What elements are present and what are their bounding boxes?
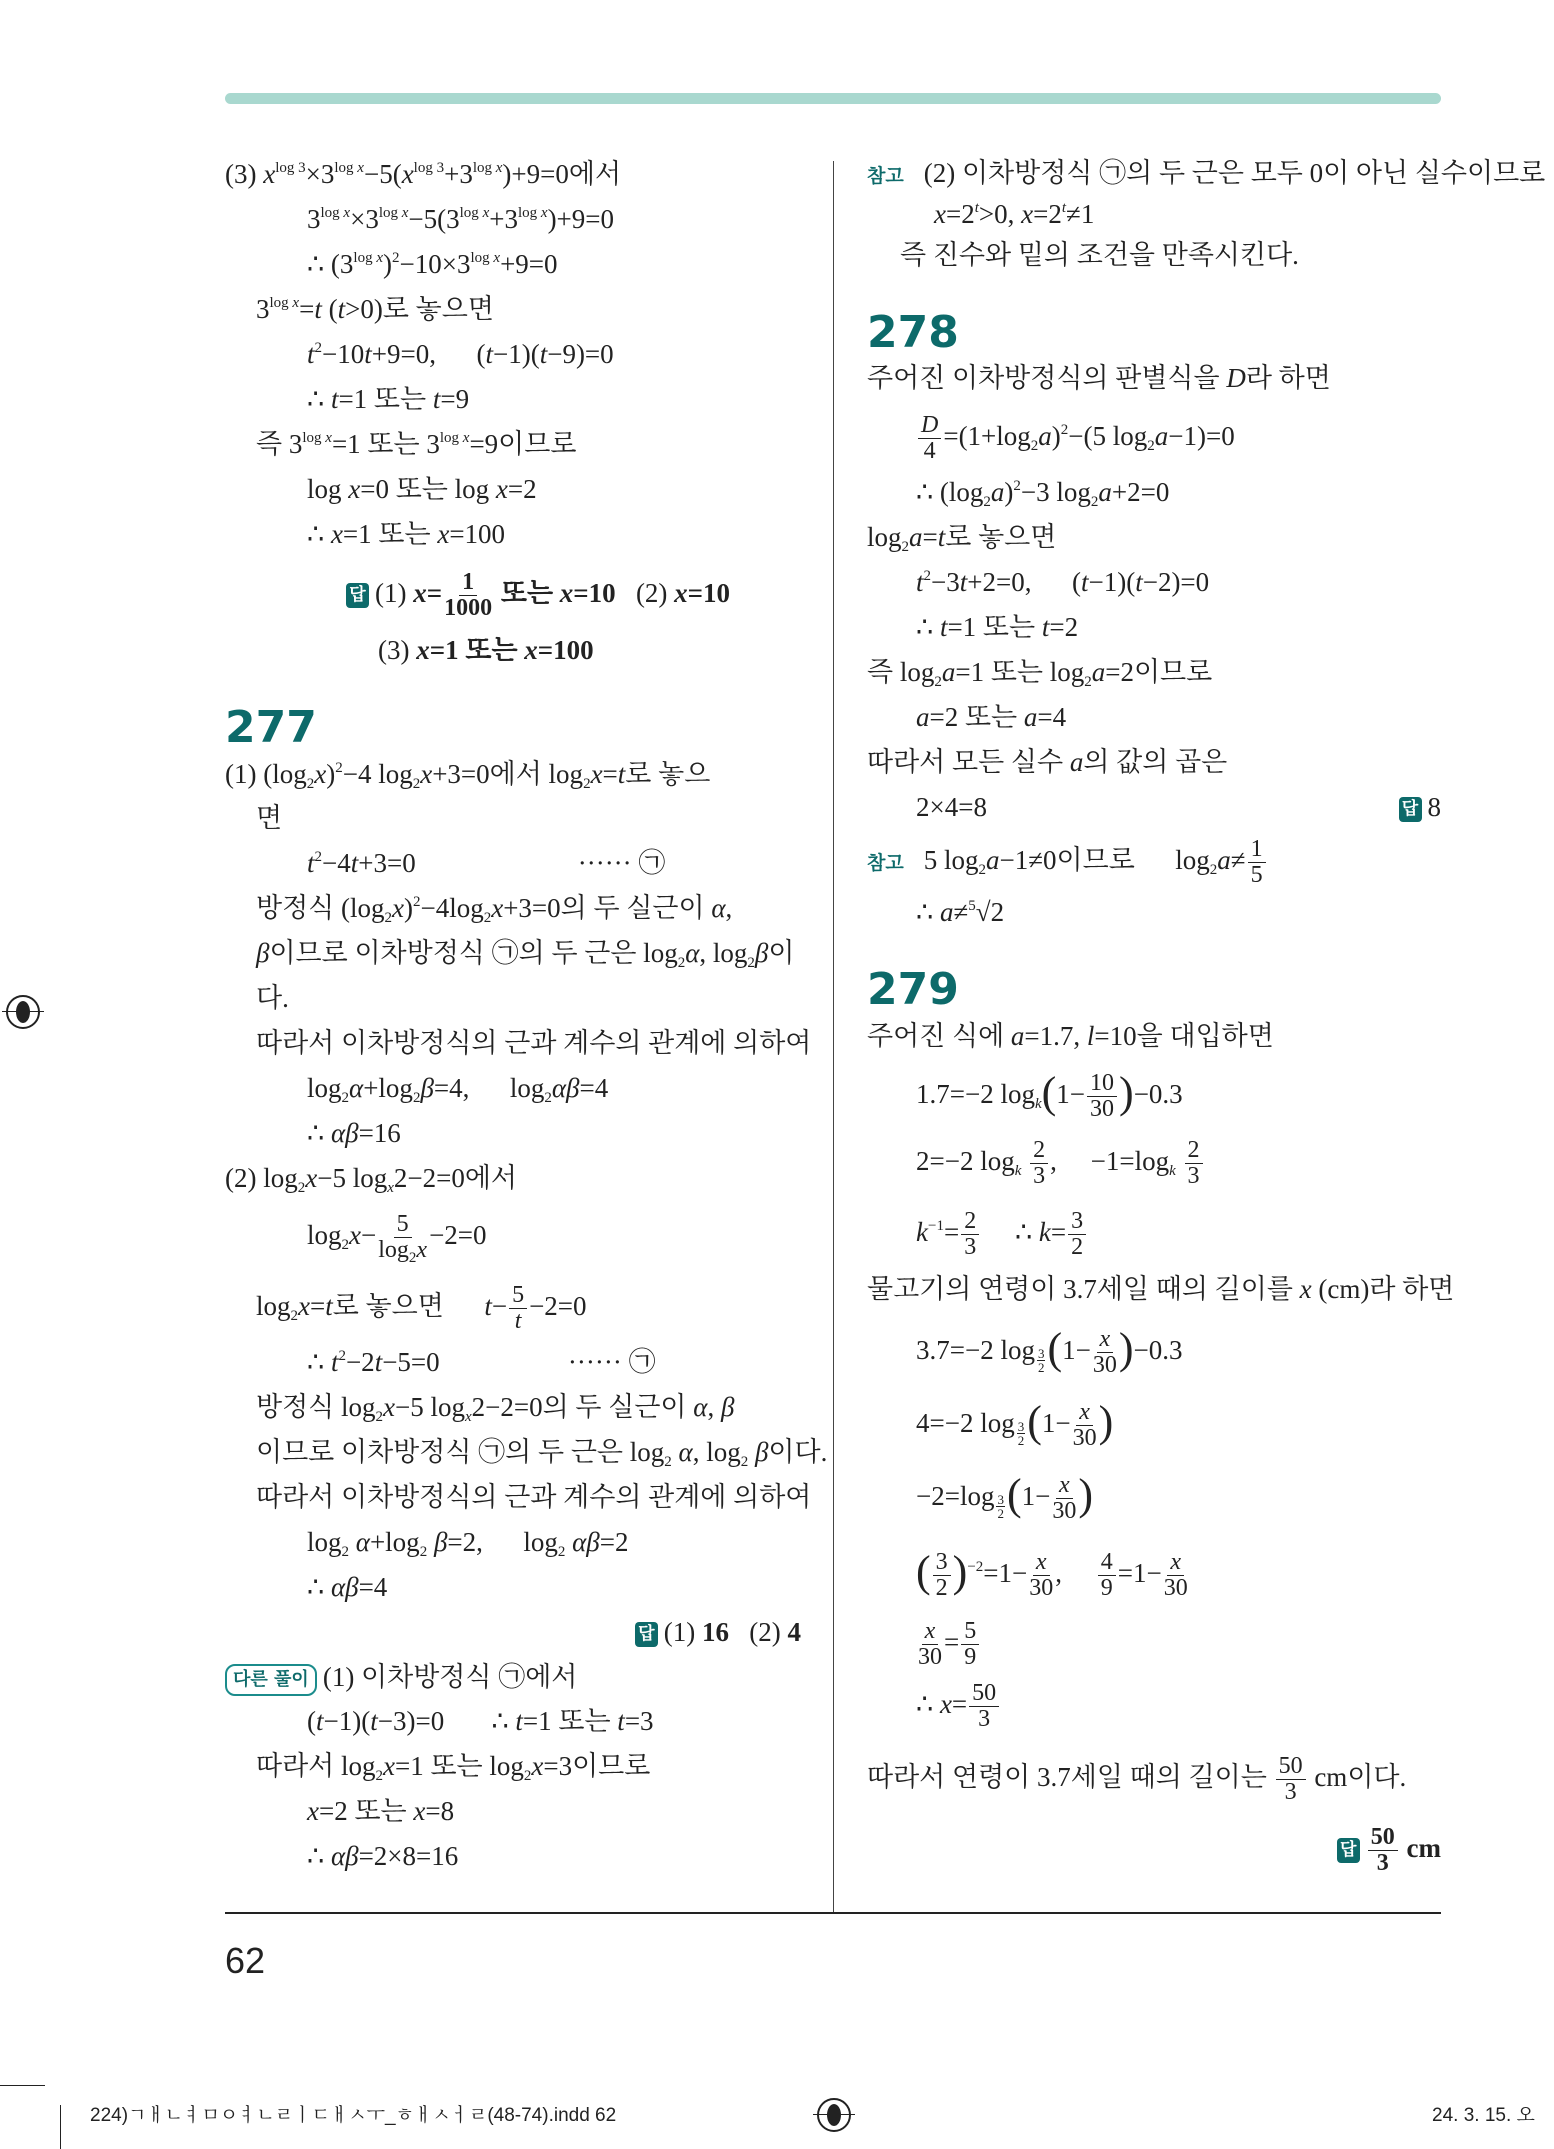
solution-line: (3) x=1 또는 x=100 — [378, 635, 594, 665]
solution-line: 4=−2 log $_{\frac{3}{2}}$ (1− $\frac{x}{30}$ ) — [916, 1397, 1114, 1452]
answer-line: 답 (1) 16 (2) 4 — [635, 1609, 801, 1655]
page-number: 62 — [225, 1940, 266, 1981]
solution-line: 다. — [256, 983, 289, 1013]
solution-line: $3^{log x}=t$ (t>0)로 놓으면 — [256, 294, 494, 324]
solution-line: a=2 또는 a=4 — [916, 702, 1067, 732]
solution-line: $\log_2x-$ $\frac{5}{\log_2x}$ −2=0 — [307, 1211, 487, 1267]
footer-filename: 224)ㄱㅐㄴㅕㅁㅇㅕㄴㄹㅣㄷㅐㅅㅜ_ㅎㅐㅅㅓㄹ(48-74).indd 62 — [90, 2105, 617, 2126]
solution-line: $t^2-4t+3=0$ ······ ㉠ — [307, 848, 666, 878]
solution-line: 참고 (2) 이차방정식 ㉠의 두 근은 모두 0이 아닌 실수이므로 — [867, 158, 1546, 188]
problem-number-277: 277 — [225, 702, 317, 753]
answer-line: 답 $\frac{50}{3}$ cm — [1337, 1825, 1441, 1871]
answer-badge-icon: 답 — [346, 583, 369, 608]
solution-line: 주어진 이차방정식의 판별식을 D라 하면 — [867, 363, 1331, 393]
solution-line: $\log_2 \alpha+\log_2$ β=2, $\log_2 \alpha\beta=2$ — [307, 1527, 629, 1560]
solution-line: 물고기의 연령이 3.7세일 때의 길이를 x (cm)라 하면 — [867, 1274, 1455, 1304]
solution-line: log x=0 또는 log x=2 — [307, 474, 537, 504]
registration-mark-icon — [817, 2098, 851, 2132]
solution-line: β이므로 이차방정식 ㉠의 두 근은 $\log_2\alpha$, $\log_2\beta$이 — [256, 938, 795, 971]
problem-number-278: 278 — [867, 307, 959, 358]
solution-line: ∴ $(\log_2a)^2-3$ $\log_2a+2=0$ — [916, 477, 1170, 510]
note-label: 참고 — [867, 165, 904, 187]
solution-line: (1) $(\log_2x)^2-4$ $\log_2x+3=0$에서 $\log_2x=t$로 놓으 — [225, 759, 711, 792]
footer-date: 24. 3. 15. 오 — [1432, 2105, 1535, 2126]
solution-line: (2) $\log_2x-5$ $\log_x2-2=0$에서 — [225, 1163, 517, 1196]
solution-line: 2=−2 $\log_k$ $\frac{2}{3}$ , $-1=\log_k$ $\frac{2}{3}$ — [916, 1138, 1205, 1184]
solution-line: ∴ x=1 또는 x=100 — [307, 519, 506, 549]
solution-line: 즉 $\log_2a=1$ 또는 $\log_2a=2$이므로 — [867, 657, 1213, 690]
solution-line: $\frac{x}{30}$ = $\frac{5}{9}$ — [916, 1619, 981, 1665]
solution-line: (t−1)(t−3)=0 ∴ t=1 또는 t=3 — [307, 1706, 654, 1736]
solution-line: 2×4=8 — [916, 792, 987, 822]
solution-line: 3.7=−2 log $_{\frac{3}{2}}$ (1− $\frac{x}{30}$ )−0.3 — [916, 1324, 1183, 1379]
solution-line: ( $\frac{3}{2}$ )$^{-2}$=1− $\frac{x}{30}$ , $\frac{4}{9}$ =1− $\frac{x}{30}$ — [916, 1547, 1188, 1602]
crop-mark — [60, 2105, 61, 2149]
solution-line: ∴ αβ=16 — [307, 1118, 401, 1148]
solution-line: 즉 진수와 밑의 조건을 만족시킨다. — [900, 240, 1299, 270]
solution-line: ∴ t=1 또는 t=9 — [307, 384, 470, 414]
solution-line: $t^2-10t+9=0$, (t−1)(t−9)=0 — [307, 339, 614, 369]
solution-line: 따라서 이차방정식의 근과 계수의 관계에 의하여 — [256, 1482, 812, 1512]
solution-line: x=2 또는 x=8 — [307, 1796, 455, 1826]
solution-line: ∴ t=1 또는 t=2 — [916, 612, 1079, 642]
solution-line: ∴ $(3^{log x})^2-10\times 3^{log x}+9=0$ — [307, 249, 558, 279]
top-accent-bar — [225, 93, 1441, 104]
solution-line: 1.7=−2 $\log_k(1-$ $\frac{10}{30}$ )−0.3 — [916, 1068, 1183, 1123]
problem-number-279: 279 — [867, 964, 959, 1015]
solution-line: $\log_2\alpha+\log_2\beta=4$, $\log_2\alpha\beta=4$ — [307, 1073, 609, 1106]
answer-badge-icon: 답 — [1399, 797, 1422, 822]
answer-badge-icon: 답 — [635, 1622, 658, 1647]
solution-line: $t^2-3t+2=0$, (t−1)(t−2)=0 — [916, 567, 1210, 597]
solution-line: $3^{log x}\times 3^{log x}-5(3^{log x}+3^{log x})+9=0$ — [307, 204, 615, 234]
solution-line: $x=2^t>0$, $x=2^t\ne 1$ — [934, 199, 1095, 229]
solution-line: ∴ a≠$^5$√2 — [916, 897, 1005, 927]
answer-line: 답 (1) x= $\frac{1}{1000}$ 또는 x=10 (2) x=10 — [346, 570, 730, 616]
solution-line: ∴ $t^2-2t-5=0$ ······ ㉠ — [307, 1347, 656, 1377]
solution-line: 면 — [256, 803, 283, 833]
solution-line: $\log_2a=t$로 놓으면 — [867, 522, 1057, 555]
bottom-rule — [225, 1912, 1441, 1914]
answer-badge-icon: 답 — [1337, 1838, 1360, 1863]
solution-line: 따라서 이차방정식의 근과 계수의 관계에 의하여 — [256, 1028, 812, 1058]
answer-line: 답 8 — [1399, 784, 1442, 830]
solution-line: ∴ x= $\frac{50}{3}$ — [916, 1681, 1001, 1727]
crop-mark — [0, 2085, 45, 2086]
solution-line: $k^{-1}=$ $\frac{2}{3}$ ∴ k= $\frac{3}{2}$ — [916, 1209, 1088, 1255]
solution-line: 즉 $3^{log x}=1$ 또는 $3^{log x}=9$이므로 — [256, 429, 577, 459]
column-divider — [833, 161, 834, 1913]
note-label: 참고 — [867, 852, 904, 874]
solution-line: 따라서 모든 실수 a의 값의 곱은 — [867, 747, 1228, 777]
solution-line: $\frac{D}{4}$ $=(1+\log_2a)^2-(5$ $\log_2a-1)=0$ — [916, 413, 1235, 459]
solution-line: 따라서 연령이 3.7세일 때의 길이는 $\frac{50}{3}$ cm이다. — [867, 1753, 1407, 1806]
solution-line: 다른 풀이 (1) 이차방정식 ㉠에서 — [225, 1654, 577, 1700]
solution-line: 방정식 $(\log_2x)^2-4\log_2x+3=0$의 두 실근이 α, — [256, 893, 733, 926]
solution-line: 이므로 이차방정식 ㉠의 두 근은 $\log_2 \alpha$, $\log_2 \beta$이다. — [256, 1437, 828, 1470]
alternative-solution-badge: 다른 풀이 — [225, 1664, 317, 1696]
solution-line: −2=log $_{\frac{3}{2}}$ (1− $\frac{x}{30}$ ) — [916, 1470, 1094, 1525]
registration-mark-icon — [6, 995, 40, 1029]
solution-line: 참고 5 $\log_2a-1\ne 0$이므로 $\log_2a\ne$ $\frac{1}{5}$ — [867, 837, 1268, 883]
solution-line: $\log_2x=t$로 놓으면 t− $\frac{5}{t}$ −2=0 — [256, 1282, 587, 1335]
solution-line: ∴ αβ=4 — [307, 1572, 388, 1602]
solution-line: 주어진 식에 a=1.7, l=10을 대입하면 — [867, 1021, 1274, 1051]
solution-line: ∴ αβ=2×8=16 — [307, 1841, 459, 1871]
solution-line: 따라서 $\log_2x=1$ 또는 $\log_2x=3$이므로 — [256, 1751, 651, 1784]
solution-line: 방정식 $\log_2x-5$ $\log_x2-2=0$의 두 실근이 α, β — [256, 1392, 735, 1425]
solution-line: (3) $x^{log 3}\times 3^{log x}-5(x^{log 3}+3^{log x})+9=0$에서 — [225, 159, 622, 189]
